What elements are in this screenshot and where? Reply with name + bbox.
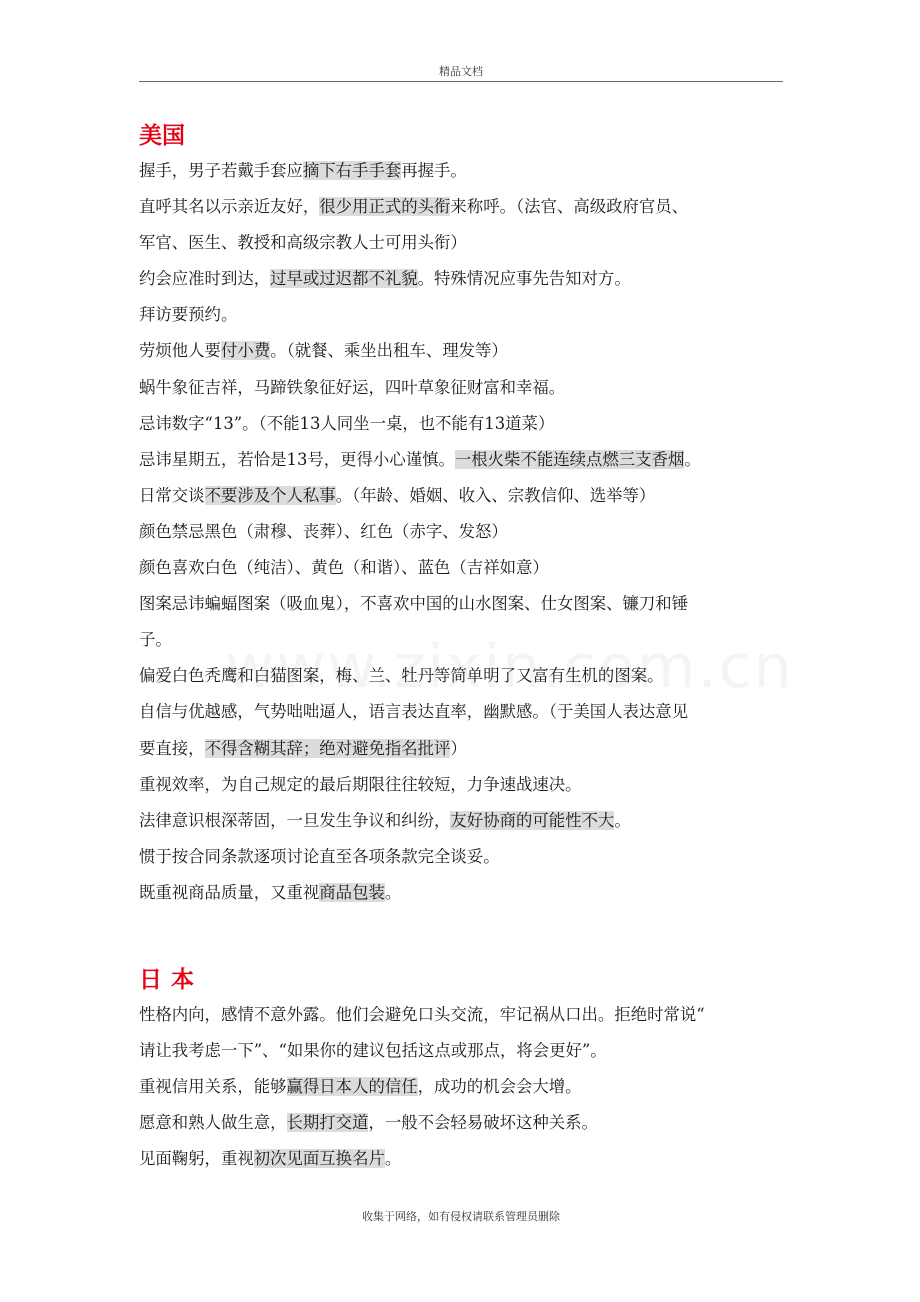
text-run: 来称呼。（法官、高级政府官员、: [450, 197, 689, 217]
text-line: [139, 1069, 789, 1105]
text-run: ）: [450, 738, 467, 758]
text-line: [139, 406, 789, 442]
highlighted-text: 一根火柴不能连续点燃三支香烟: [454, 449, 685, 469]
text-run: ，一般不会轻易破坏这种关系。: [368, 1113, 598, 1133]
text-run: ，成功的机会会大增。: [417, 1077, 582, 1097]
highlighted-text: 初次见面互换名片: [253, 1149, 385, 1169]
text-run: 军官、医生、教授和高级宗教人士可用头衔）: [139, 233, 467, 253]
text-run: 拜访要预约。: [139, 305, 238, 325]
text-line: [139, 694, 789, 730]
text-run: 。: [384, 882, 402, 902]
text-run: 偏爱白色秃鹰和白猫图案，梅、兰、牡丹等简单明了又富有生机的图案。: [139, 666, 664, 686]
text-run: 忌讳数字“13”。（不能13人同坐一桌，也不能有13道菜）: [139, 413, 555, 433]
text-run: 。（年龄、婚姻、收入、宗教信仰、选举等）: [335, 485, 656, 505]
text-run: 图案忌讳蝙蝠图案（吸血鬼），不喜欢中国的山水图案、仕女图案、镰刀和锤: [139, 594, 689, 614]
text-run: 重视效率，为自己规定的最后期限往往较短，力争速战速决。: [139, 774, 582, 794]
text-run: 既重视商品质量，又重视: [139, 882, 320, 902]
text-run: 法律意识根深蒂固，一旦发生争议和纠纷，: [139, 810, 451, 830]
highlighted-text: 过早或过迟都不礼貌: [270, 269, 418, 289]
highlighted-text: 不得含糊其辞；绝对避免指名批评: [204, 738, 451, 758]
text-line: [139, 514, 789, 550]
text-line: [139, 1033, 789, 1069]
text-run: 忌讳星期五，若恰是13号，更得小心谨慎。: [139, 449, 455, 469]
highlighted-text: 赢得日本人的信任: [286, 1077, 418, 1097]
highlighted-text: 很少用正式的头衔: [319, 197, 451, 217]
text-run: 性格内向，感情不意外露。他们会避免口头交流，牢记祸从口出。拒绝时常说“: [139, 1005, 705, 1024]
text-run: 再握手。: [401, 161, 467, 180]
text-line: [139, 550, 789, 586]
text-line: [139, 997, 789, 1033]
text-run: 见面鞠躬，重视: [139, 1149, 254, 1169]
highlighted-text: 摘下右手手套: [302, 161, 402, 180]
text-run: 愿意和熟人做生意，: [139, 1113, 287, 1133]
text-line: [139, 478, 789, 514]
text-line: [139, 1105, 789, 1141]
page-header: 精品文档: [439, 65, 483, 78]
highlighted-text: 长期打交道: [286, 1113, 369, 1133]
text-run: 直呼其名以示亲近友好，: [139, 197, 320, 217]
text-line: [139, 586, 789, 622]
text-line: [139, 442, 789, 478]
page-footer: 收集于网络，如有侵权请联系管理员删除: [362, 1210, 560, 1223]
text-line: [139, 1141, 789, 1177]
text-run: 日常交谈: [139, 485, 205, 505]
section-japan: [139, 963, 789, 1177]
text-line: [139, 622, 789, 658]
text-line: [139, 297, 789, 333]
text-run: 。: [614, 810, 631, 830]
text-run: 劳烦他人要: [139, 341, 221, 361]
text-run: 要直接，: [139, 738, 205, 758]
text-line: [139, 370, 789, 406]
highlighted-text: 付小费: [220, 341, 271, 361]
text-run: 约会应准时到达，: [139, 269, 271, 289]
text-line: [139, 839, 789, 875]
header-rule: [139, 81, 783, 82]
text-run: 请让我考虑一下”、“如果你的建议包括这点或那点，将会更好”。: [139, 1041, 607, 1061]
text-line: [139, 767, 789, 803]
section-title: 日本: [139, 967, 203, 993]
text-line: [139, 875, 789, 911]
text-line: [139, 658, 789, 694]
text-run: 握手，男子若戴手套应: [139, 161, 303, 180]
text-run: 。: [384, 1149, 402, 1169]
text-run: 颜色喜欢白色（纯洁）、黄色（和谐）、蓝色（吉祥如意）: [139, 558, 549, 578]
text-run: 子。: [139, 630, 172, 650]
section-body: [139, 997, 789, 1177]
text-run: 惯于按合同条款逐项讨论直至各项条款完全谈妥。: [139, 846, 500, 866]
text-line: [139, 731, 789, 767]
section-title: 美国: [139, 123, 185, 149]
text-line: [139, 803, 789, 839]
section-usa: [139, 119, 789, 911]
text-line: [139, 153, 789, 189]
text-run: 蜗牛象征吉祥，马蹄铁象征好运，四叶草象征财富和幸福。: [139, 377, 566, 397]
text-run: 颜色禁忌黑色（肃穆、丧葬）、红色（赤字、发怒）: [139, 521, 508, 541]
text-line: [139, 225, 789, 261]
text-run: 自信与优越感，气势咄咄逼人，语言表达直率，幽默感。（于美国人表达意见: [139, 702, 689, 722]
highlighted-text: 不要涉及个人私事: [204, 485, 336, 505]
text-line: [139, 189, 789, 225]
highlighted-text: 友好协商的可能性不大: [450, 810, 615, 830]
text-run: 。: [684, 449, 701, 469]
text-run: 。特殊情况应事先告知对方。: [417, 269, 631, 289]
text-run: 重视信用关系，能够: [139, 1077, 287, 1097]
text-line: [139, 261, 789, 297]
text-line: [139, 333, 789, 369]
text-run: 。（就餐、乘坐出租车、理发等）: [270, 341, 508, 361]
section-body: [139, 153, 789, 911]
highlighted-text: 商品包装: [319, 882, 385, 902]
